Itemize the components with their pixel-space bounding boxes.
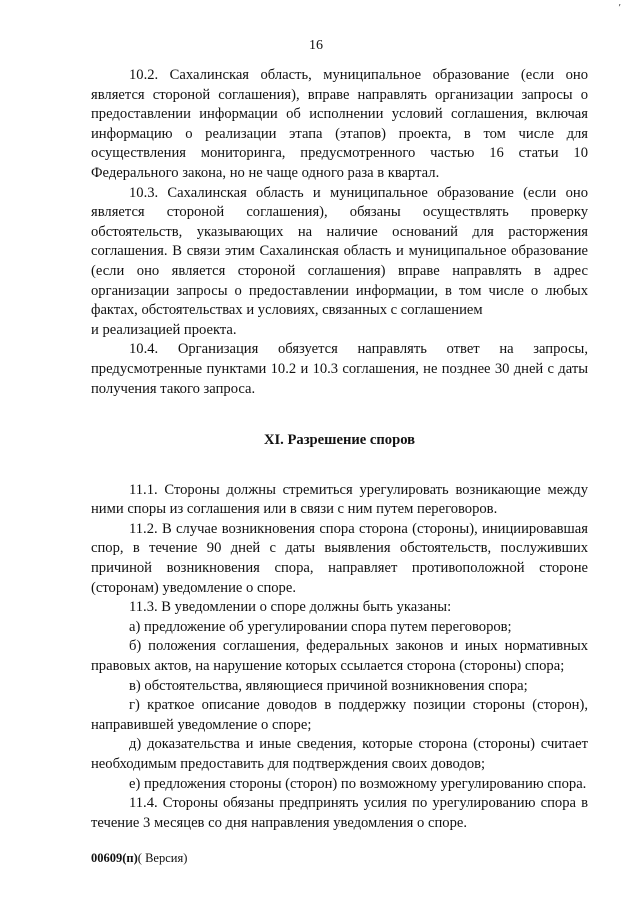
corner-mark-icon: ’ [618,3,622,14]
list-item-a: а) предложение об урегулировании спора путем переговоров; [129,618,512,635]
paragraph-11-4: 11.4. Стороны обязаны предпринять усилия по урегулированию спора в течение 3 месяцев со дня направления уведомления о споре. [91,795,588,831]
paragraph-11-1: 11.1. Стороны должны стремиться урегулировать возникающие между ними споры из соглашения или в связи с ним путем переговоров. [91,481,588,518]
paragraph-10-2: 10.2. Сахалинская область, муниципальное образование (если оно является стороной соглашения), вправе направлять организации запросы о предоставлении информации об исполнении условий соглашения, включая информацию о реализации этапа (этапов) проекта, в том числе для осуществления мониторинга, предусмотренного частью 16 статьи 10 Федерального закона, но не чаще одного раза в квартал. [91,67,588,181]
paragraph-10-3: 10.3. Сахалинская область и муниципальное образование (если оно является стороной соглашения), обязаны осуществлять проверку обстоятельств, указывающих на наличие оснований для расторжения соглашения. В связи этим Сахалинская область и муниципальное образование (если оно является стороной соглашения) вправе направлять в адрес организации запросы о предоставлении информации, в том числе о любых фактах, обстоятельствах и условиях, связанных с соглашением [91,184,588,319]
paragraph-11-2: 11.2. В случае возникновения спора сторона (стороны), инициировавшая спор, в течение 90 дней с даты выявления обстоятельств, послуживших причиной возникновения спора, направляет противоположной стороне (сторонам) уведомление о споре. [91,520,588,596]
list-item-b: б) положения соглашения, федеральных законов и иных нормативных правовых актов, на нарушение которых ссылается сторона (стороны) спора; [91,638,588,675]
document-code: 00609(п) [91,851,138,865]
paragraph-10-3-continuation: и реализацией проекта. [91,321,237,338]
document-footer [91,851,187,866]
paragraph-11-3: 11.3. В уведомлении о споре должны быть указаны: [129,599,452,616]
page-number: 16 [309,38,323,53]
list-item-g: г) краткое описание доводов в поддержку позиции стороны (сторон), направившей уведомление о споре; [91,697,588,733]
paragraph-10-4: 10.4. Организация обязуется направлять ответ на запросы, предусмотренные пунктами 10.2 и 10.3 соглашения, не позднее 30 дней с даты получения такого запроса. [91,341,588,397]
document-body [91,66,588,833]
list-item-e: е) предложения стороны (сторон) по возможному урегулированию спора. [129,775,587,792]
list-item-v: в) обстоятельства, являющиеся причиной возникновения спора; [129,677,528,694]
list-item-d: д) доказательства и иные сведения, которые сторона (стороны) считает необходимым предоставить для подтверждения своих доводов; [91,736,588,772]
section-heading: XI. Разрешение споров [263,432,416,449]
document-version: ( Версия) [137,851,188,865]
